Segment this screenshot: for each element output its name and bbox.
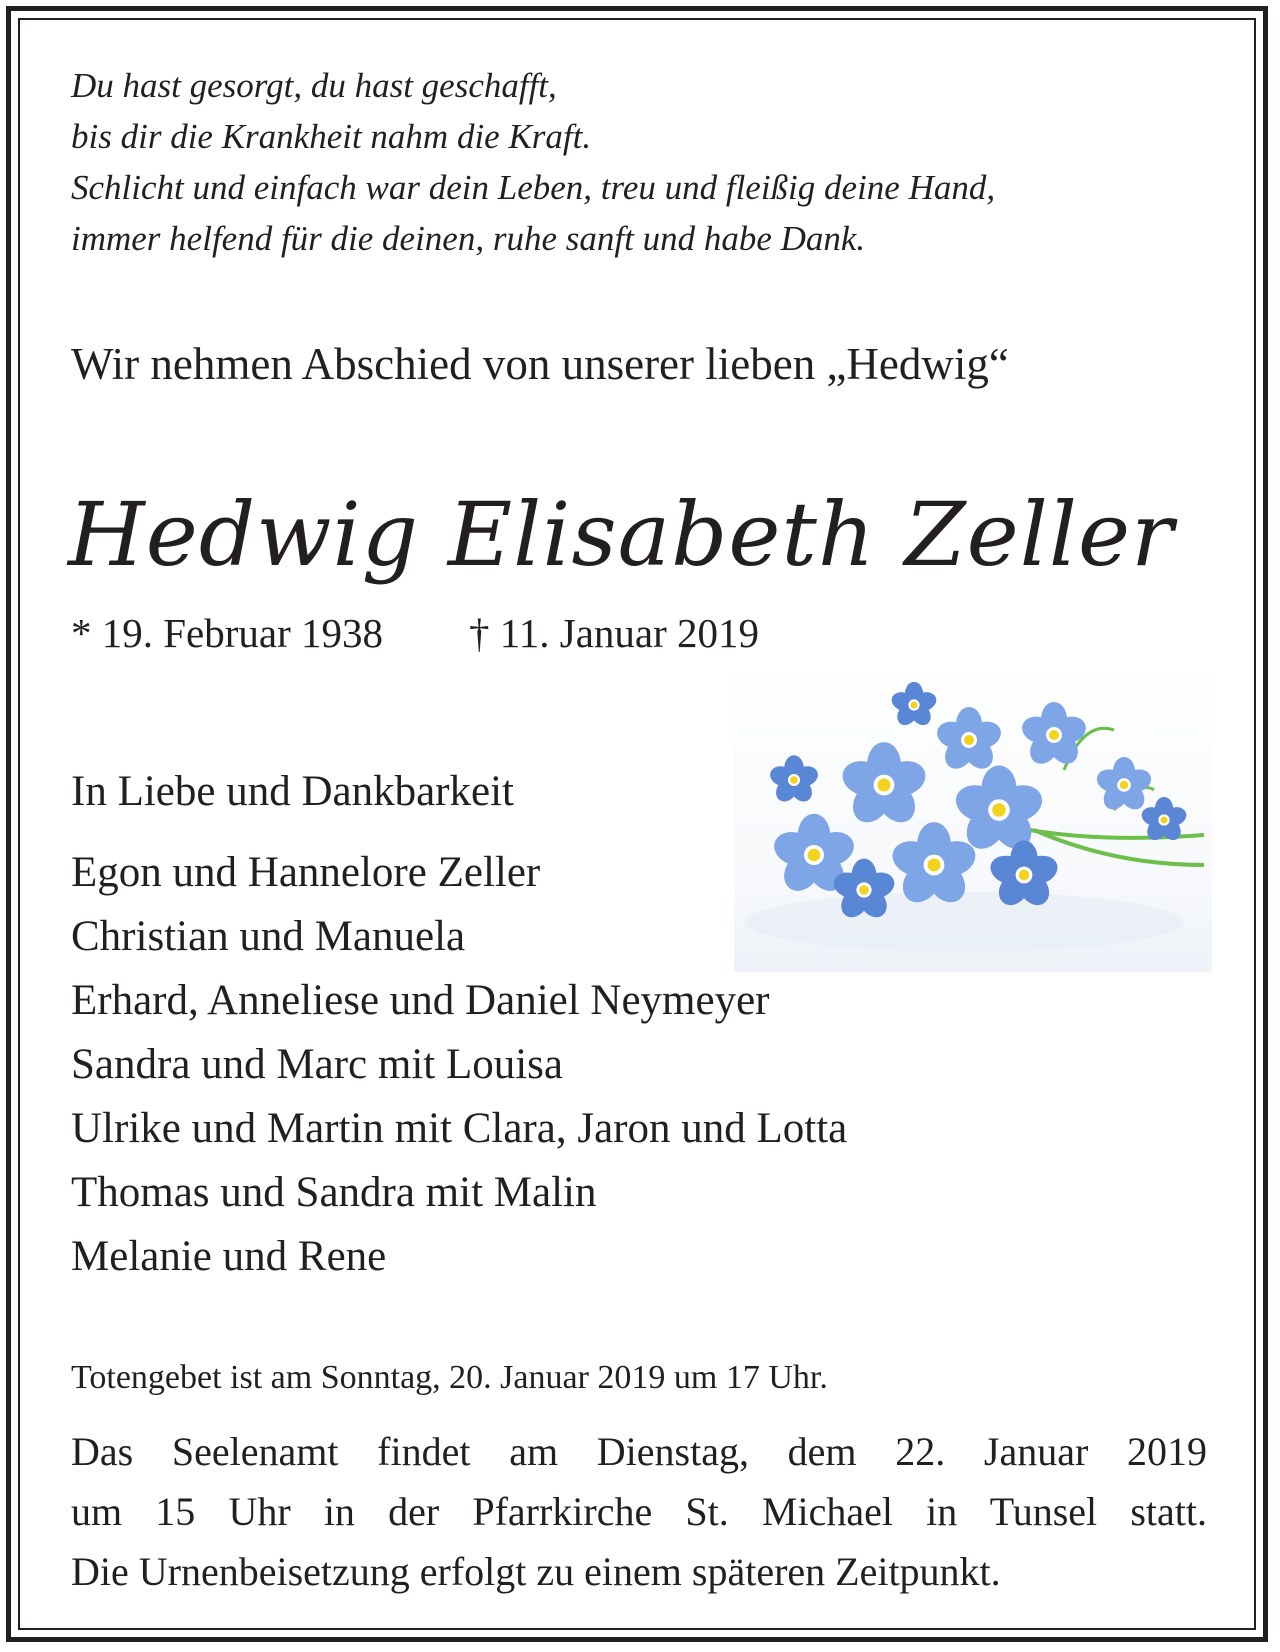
birth-date: * 19. Februar 1938 — [71, 610, 384, 656]
mourners-heading: In Liebe und Dankbarkeit — [71, 768, 514, 815]
mourners-list — [71, 841, 1171, 1289]
poem — [71, 60, 1231, 264]
requiem-line: Das Seelenamt findet am Dienstag, dem 22. Januar 2019 — [71, 1429, 1207, 1474]
poem-line: Schlicht und einfach war dein Leben, treu und fleißig deine Hand, — [71, 168, 996, 207]
poem-line: Du hast gesorgt, du hast geschafft, — [71, 66, 557, 105]
list-item: Erhard, Anneliese und Daniel Neymeyer — [71, 977, 770, 1024]
farewell-intro: Wir nehmen Abschied von unserer lieben „Hedwig“ — [71, 339, 1009, 389]
list-item: Ulrike und Martin mit Clara, Jaron und Lotta — [71, 1105, 848, 1152]
life-dates — [71, 608, 759, 658]
list-item: Egon und Hannelore Zeller — [71, 849, 541, 896]
requiem-notice — [71, 1422, 1207, 1602]
death-date: † 11. Januar 2019 — [469, 610, 759, 656]
prayer-notice: Totengebet ist am Sonntag, 20. Januar 2019 um 17 Uhr. — [71, 1359, 828, 1396]
list-item: Thomas und Sandra mit Malin — [71, 1169, 597, 1216]
deceased-name: Hedwig Elisabeth Zeller — [68, 483, 1175, 586]
list-item: Christian und Manuela — [71, 913, 466, 960]
poem-line: bis dir die Krankheit nahm die Kraft. — [71, 117, 592, 156]
list-item: Sandra und Marc mit Louisa — [71, 1041, 564, 1088]
requiem-line: Die Urnenbeisetzung erfolgt zu einem späteren Zeitpunkt. — [71, 1549, 1001, 1594]
list-item: Melanie und Rene — [71, 1233, 387, 1280]
poem-line: immer helfend für die deinen, ruhe sanft und habe Dank. — [71, 219, 866, 258]
requiem-line: um 15 Uhr in der Pfarrkirche St. Michael in Tunsel statt. — [71, 1489, 1207, 1534]
